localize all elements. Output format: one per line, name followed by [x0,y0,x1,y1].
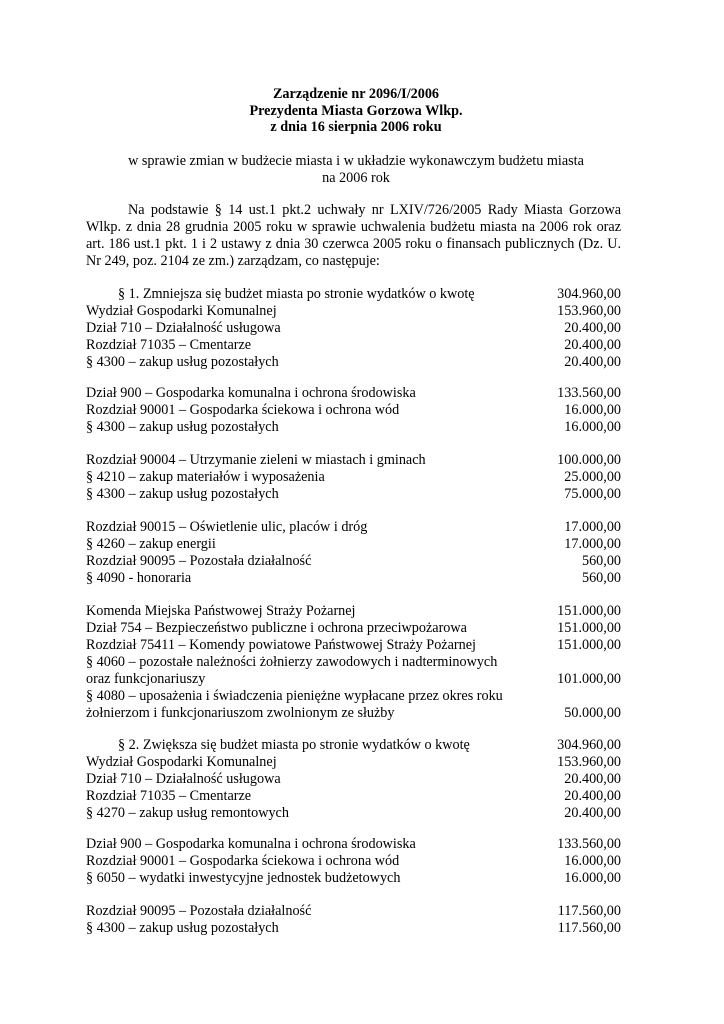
budget-row-label: Dział 710 – Działalność usługowa [86,320,281,336]
budget-row-amount: 153.960,00 [557,754,621,770]
budget-row [86,903,621,920]
budget-row [86,754,621,771]
budget-row-amount: 16.000,00 [564,853,621,869]
budget-row-amount: 304.960,00 [557,737,621,753]
budget-row-label: Rozdział 90095 – Pozostała działalność [86,903,312,919]
budget-row-label: Rozdział 90001 – Gospodarka ściekowa i ochrona wód [86,402,400,418]
budget-row [86,853,621,870]
budget-row-amount: 20.400,00 [564,354,621,370]
budget-row-label: § 4270 – zakup usług remontowych [86,805,289,821]
budget-row-label: Rozdział 71035 – Cmentarze [86,337,252,353]
budget-row-amount: 75.000,00 [564,486,621,502]
budget-row [86,788,621,805]
budget-row-label: Rozdział 90015 – Oświetlenie ulic, placów i dróg [86,519,368,535]
legal-basis-paragraph [86,202,621,270]
budget-row-amount: 50.000,00 [564,705,621,721]
budget-row [86,920,621,937]
budget-row-amount: 133.560,00 [557,385,621,401]
budget-row-label: Dział 754 – Bezpieczeństwo publiczne i ochrona przeciwpożarowa [86,620,467,636]
budget-row [86,402,621,419]
budget-row-label: § 6050 – wydatki inwestycyjne jednostek budżetowych [86,870,401,886]
budget-row-amount: 16.000,00 [564,419,621,435]
budget-row-amount: 17.000,00 [564,536,621,552]
budget-row-label: § 4060 – pozostałe należności żołnierzy zawodowych i nadterminowych [86,654,498,670]
budget-row [86,337,621,354]
budget-row [86,705,621,722]
budget-row-label: Dział 900 – Gospodarka komunalna i ochrona środowiska [86,385,416,401]
budget-row-amount: 117.560,00 [557,903,621,919]
budget-row [86,870,621,887]
budget-row-label: żołnierzom i funkcjonariuszom zwolnionym ze służby [86,705,395,721]
budget-row [86,303,621,320]
budget-row-label: § 4300 – zakup usług pozostałych [86,354,279,370]
budget-row [86,805,621,822]
budget-row [86,519,621,536]
title-line-2: Prezydenta Miasta Gorzowa Wlkp. [249,102,463,119]
budget-row-amount: 20.400,00 [564,771,621,787]
budget-row [86,637,621,654]
budget-row [86,654,621,671]
budget-row-label: Dział 710 – Działalność usługowa [86,771,281,787]
budget-row-label: § 4300 – zakup usług pozostałych [86,486,279,502]
title-line-1: Zarządzenie nr 2096/I/2006 [272,86,440,102]
budget-row [86,836,621,853]
budget-row-amount: 20.400,00 [564,337,621,353]
budget-row [86,354,621,371]
budget-row-amount: 117.560,00 [557,920,621,936]
budget-row-label: oraz funkcjonariuszy [86,671,206,687]
budget-row-label: Rozdział 90095 – Pozostała działalność [86,553,312,569]
budget-row-label: Rozdział 71035 – Cmentarze [86,788,252,804]
budget-row-label: § 4080 – uposażenia i świadczenia pieniężne wypłacane przez okres roku [86,688,503,704]
budget-row-label: § 4260 – zakup energii [86,536,216,552]
budget-row-label: Komenda Miejska Państwowej Straży Pożarnej [86,603,356,619]
budget-row-amount: 133.560,00 [557,836,621,852]
budget-row-amount: 153.960,00 [557,303,621,319]
budget-row-label: § 4300 – zakup usług pozostałych [86,419,279,435]
budget-row-label: Rozdział 90004 – Utrzymanie zieleni w miastach i gminach [86,452,426,468]
budget-row-label: Wydział Gospodarki Komunalnej [86,754,277,770]
budget-row-amount: 16.000,00 [564,870,621,886]
budget-row-amount: 560,00 [581,570,621,586]
budget-row-label: Rozdział 90001 – Gospodarka ściekowa i ochrona wód [86,853,400,869]
subject-line-2: na 2006 rok [322,170,390,186]
budget-row [86,286,621,303]
budget-row [86,603,621,620]
budget-row-amount: 151.000,00 [557,603,621,619]
budget-row [86,419,621,436]
budget-row [86,570,621,587]
budget-row-label: Dział 900 – Gospodarka komunalna i ochrona środowiska [86,836,416,852]
budget-row-amount: 560,00 [581,553,621,569]
budget-row-amount: 304.960,00 [557,286,621,302]
subject-line-1: w sprawie zmian w budżecie miasta i w układzie wykonawczym budżetu miasta [128,153,584,169]
document-subject [86,153,626,187]
budget-row [86,536,621,553]
budget-row [86,553,621,570]
budget-row-label: Wydział Gospodarki Komunalnej [86,303,277,319]
budget-row-amount: 101.000,00 [557,671,621,687]
budget-row [86,771,621,788]
budget-row-label: § 2. Zwiększa się budżet miasta po stronie wydatków o kwotę [118,737,470,753]
budget-row-label: Rozdział 75411 – Komendy powiatowe Państwowej Straży Pożarnej [86,637,476,653]
budget-row-amount: 151.000,00 [557,620,621,636]
budget-row-amount: 20.400,00 [564,320,621,336]
budget-row-amount: 25.000,00 [564,469,621,485]
budget-row-label: § 4210 – zakup materiałów i wyposażenia [86,469,325,485]
budget-row-amount: 151.000,00 [557,637,621,653]
budget-row [86,688,621,705]
budget-row [86,620,621,637]
budget-row [86,469,621,486]
legal-basis-text: Na podstawie § 14 ust.1 pkt.2 uchwały nr LXIV/726/2005 Rady Miasta Gorzowa Wlkp. z dnia 28 grudnia 2005 roku w sprawie uchwalenia budżetu miasta na 2006 rok oraz art. 186 ust.1 pkt. 1 i 2 ustawy z dnia 30 czerwca 2005 roku o finansach publicznych (Dz. U. Nr 249, poz. 2104 ze zm.) zarządzam, co następuje: [86,202,621,269]
budget-row-label: § 4300 – zakup usług pozostałych [86,920,279,936]
budget-row-amount: 20.400,00 [564,788,621,804]
document-title [86,86,626,136]
budget-row [86,737,621,754]
budget-row [86,486,621,503]
budget-row [86,452,621,469]
budget-row-amount: 17.000,00 [564,519,621,535]
budget-row-label: § 1. Zmniejsza się budżet miasta po stronie wydatków o kwotę [118,286,475,302]
budget-row-amount: 20.400,00 [564,805,621,821]
budget-row-amount: 100.000,00 [557,452,621,468]
budget-row [86,671,621,688]
budget-row-amount: 16.000,00 [564,402,621,418]
budget-row [86,320,621,337]
budget-row [86,385,621,402]
budget-row-label: § 4090 - honoraria [86,570,192,586]
title-line-3: z dnia 16 sierpnia 2006 roku [270,119,442,135]
